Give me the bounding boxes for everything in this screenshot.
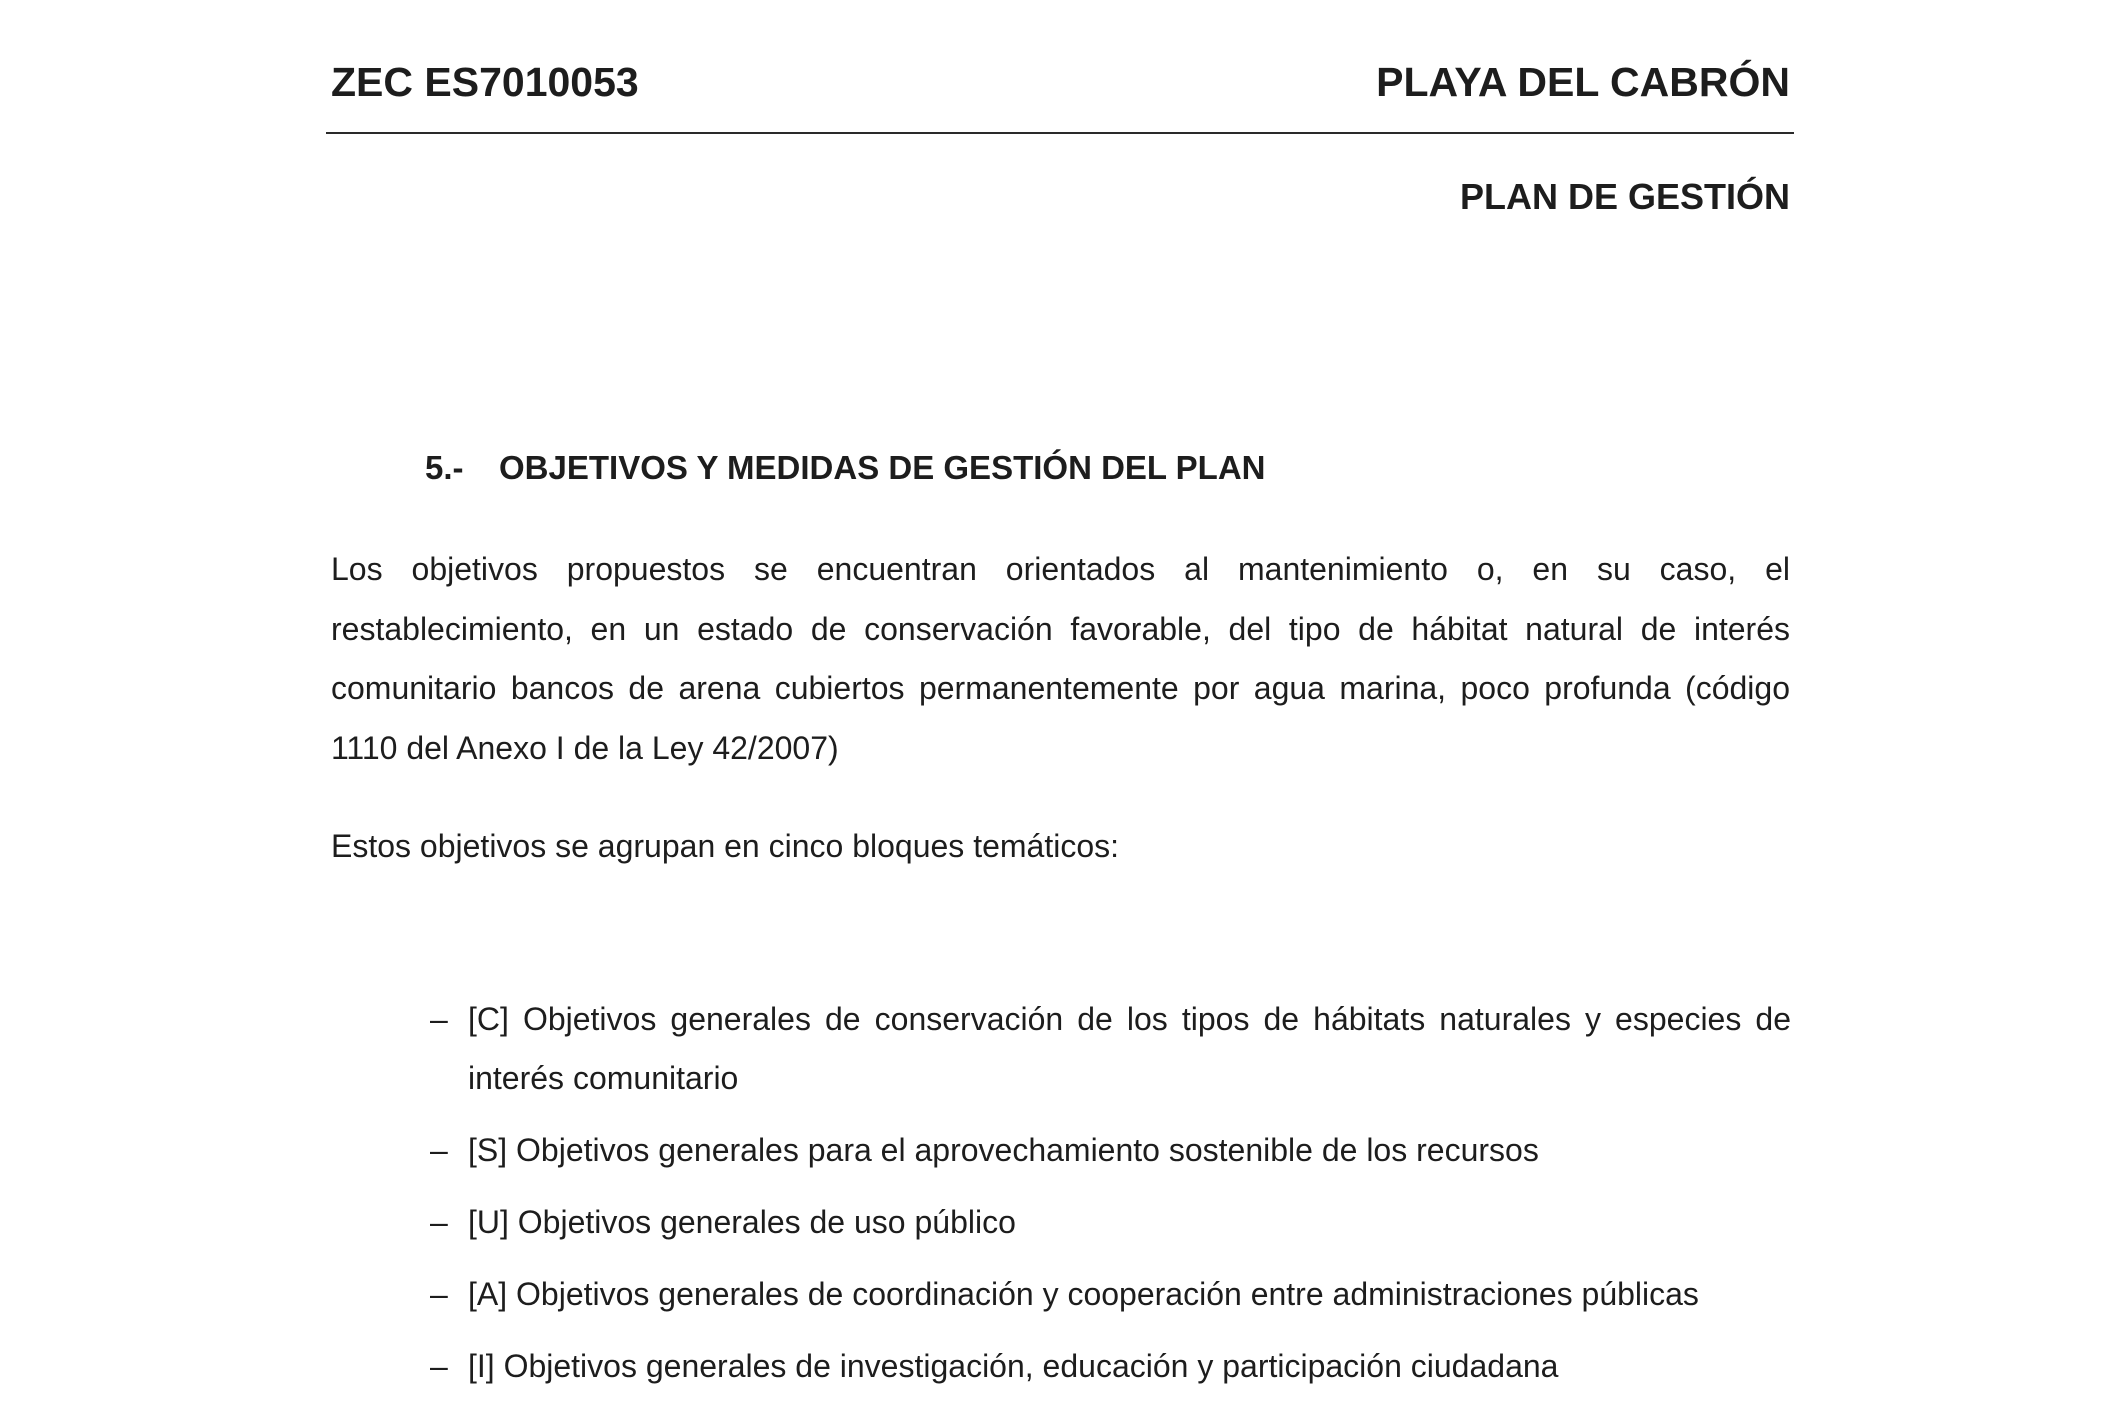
header-divider [326,132,1794,134]
dash-bullet: – [430,1276,448,1312]
dash-bullet: – [430,1204,448,1240]
objectives-list [425,990,1791,1406]
list-item-text: [A] Objetivos generales de coordinación y cooperación entre administraciones públicas [468,1276,1699,1312]
section-number: 5.- [425,449,464,486]
intro-paragraph: Los objetivos propuestos se encuentran orientados al mantenimiento o, en su caso, el restablecimiento, en un estado de conservación favorable, del tipo de hábitat natural de interés comunitario bancos de arena cubiertos permanentemente por agua marina, poco profunda (código 1110 del Anexo I de la Ley 42/2007) [331,551,1790,766]
list-item-text: [I] Objetivos generales de investigación, educación y participación ciudadana [468,1348,1559,1384]
document-subtitle: PLAN DE GESTIÓN [1459,176,1790,217]
list-item [425,1337,1791,1396]
dash-bullet: – [430,1001,448,1037]
list-item [425,990,1791,1108]
section-title: OBJETIVOS Y MEDIDAS DE GESTIÓN DEL PLAN [499,449,1266,486]
section-heading [425,448,1265,488]
list-item [425,1193,1791,1252]
list-item [425,1265,1791,1324]
list-item-text: [C] Objetivos generales de conservación de los tipos de hábitats naturales y especies de interés comunitario [468,1001,1791,1096]
dash-bullet: – [430,1132,448,1168]
list-item-text: [S] Objetivos generales para el aprovechamiento sostenible de los recursos [468,1132,1539,1168]
dash-bullet: – [430,1348,448,1384]
list-item [425,1121,1791,1180]
groups-paragraph: Estos objetivos se agrupan en cinco bloques temáticos: [331,828,1120,864]
list-item-text: [U] Objetivos generales de uso público [468,1204,1016,1240]
header-site-code: ZEC ES7010053 [331,59,639,105]
header-site-name: PLAYA DEL CABRÓN [1376,59,1790,105]
